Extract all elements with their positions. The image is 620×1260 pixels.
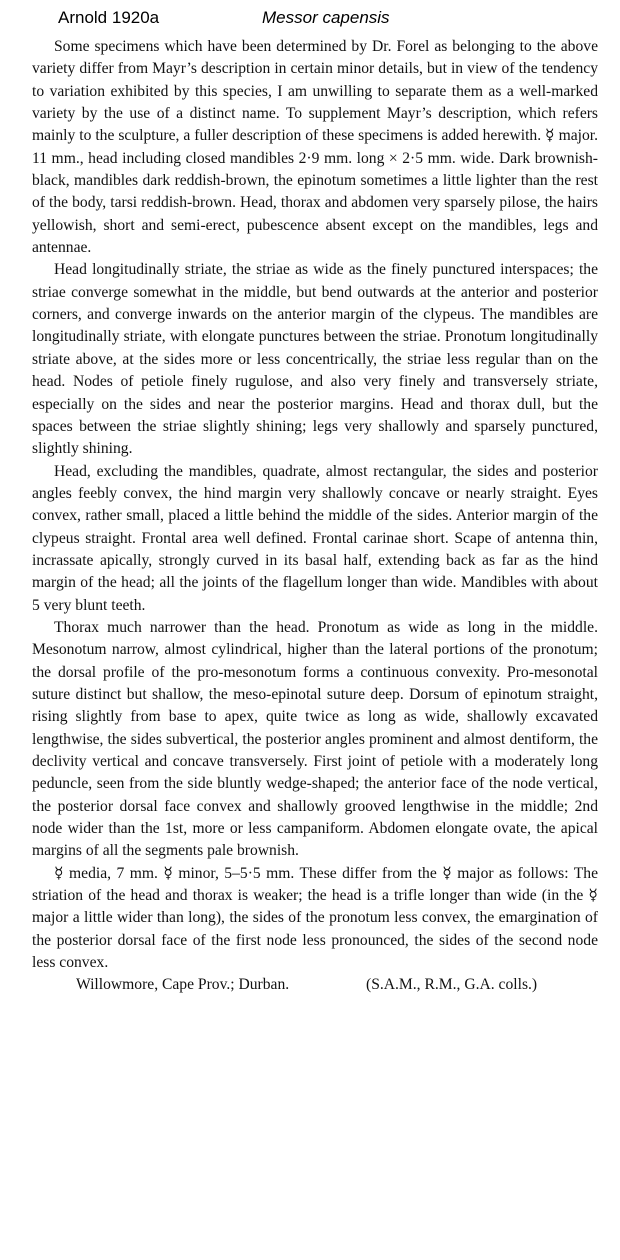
paragraph-introduction: Some specimens which have been determined by Dr. Forel as belonging to the above variety differ from Mayr’s description in certain minor details, but in view of the tendency to variation exhibited by this species, I am unwilling to separate them as a well-marked variety by the use of a distinct name. To supplement Mayr’s description, which refers mainly to the sculpture, a fuller description of these specimens is added herewith. ☿ major. 11 mm., head including closed mandibles 2·9 mm. long × 2·5 mm. wide. Dark brownish-black, mandibles dark reddish-brown, the epinotum sometimes a little lighter than the rest of the body, tarsi reddish-brown. Head, thorax and abdomen very sparsely pilose, the hairs yellowish, short and semi-erect, pubescence absent except on the mandibles, legs and antennae.: [32, 38, 598, 257]
locality-collections: (S.A.M., R.M., G.A. colls.): [366, 976, 538, 994]
paragraph-thorax: Thorax much narrower than the head. Pronotum as wide as long in the middle. Mesonotum narrow, almost cylindrical, higher than the lateral portions of the pronotum; the dorsal profile of the pro-mesonotum forms a continuous convexity. Pro-mesonotal suture distinct but shallow, the meso-epinotal suture deep. Dorsum of epinotum straight, rising slightly from base to apex, quite twice as long as wide, shallowly excavated lengthwise, the sides subvertical, the posterior angles prominent and almost dentiform, the declivity vertical and concave transversely. First joint of petiole with a moderately long peduncle, seen from the side bluntly wedge-shaped; the anterior face of the node vertical, the posterior dorsal face convex and shallowly grooved lengthwise in the middle; 2nd node wider than the 1st, more or less campaniform. Abdomen elongate ovate, the apical margins of all the segments pale brownish.: [32, 618, 598, 860]
paragraph-sculpture: Head longitudinally striate, the striae as wide as the finely punctured interspaces; the striae converge somewhat in the middle, but bend outwards at the anterior and posterior corners, and converge inwards on the anterior margin of the clypeus. The mandibles are longitudinally striate, with elongate punctures between the striae. Pronotum longitudinally striate above, at the sides more or less concentrically, the striae less regular than on the head. Nodes of petiole finely rugulose, and also very finely and transversely striate, especially on the sides and near the posterior margins. Head and thorax dull, but the spaces between the striae slightly shining; legs very shallowly and sparsely punctured, slightly shining.: [32, 261, 598, 458]
description-body: [32, 36, 598, 997]
page-header: [58, 8, 598, 30]
locality-line: [32, 974, 598, 996]
locality-place: Willowmore, Cape Prov.; Durban.: [76, 976, 290, 994]
species-name: Messor capensis: [262, 8, 390, 27]
paragraph-media-minor: ☿ media, 7 mm. ☿ minor, 5–5·5 mm. These differ from the ☿ major as follows: The striation of the head and thorax is weaker; the head is a trifle longer than wide (in the ☿ major a little wider than long), the sides of the pronotum less convex, the emargination of the posterior dorsal face of the first node less pronounced, the sides of the second node less convex.: [32, 864, 598, 972]
citation-author: Arnold 1920a: [58, 8, 160, 27]
paragraph-head: Head, excluding the mandibles, quadrate, almost rectangular, the sides and posterior angles feebly convex, the hind margin very shallowly concave or nearly straight. Eyes convex, rather small, placed a little behind the middle of the sides. Anterior margin of the clypeus straight. Frontal area well defined. Frontal carinae short. Scape of antenna thin, incrassate apically, strongly curved in its basal half, extending back as far as the hind margin of the head; all the joints of the flagellum longer than wide. Mandibles with about 5 very blunt teeth.: [32, 462, 598, 614]
